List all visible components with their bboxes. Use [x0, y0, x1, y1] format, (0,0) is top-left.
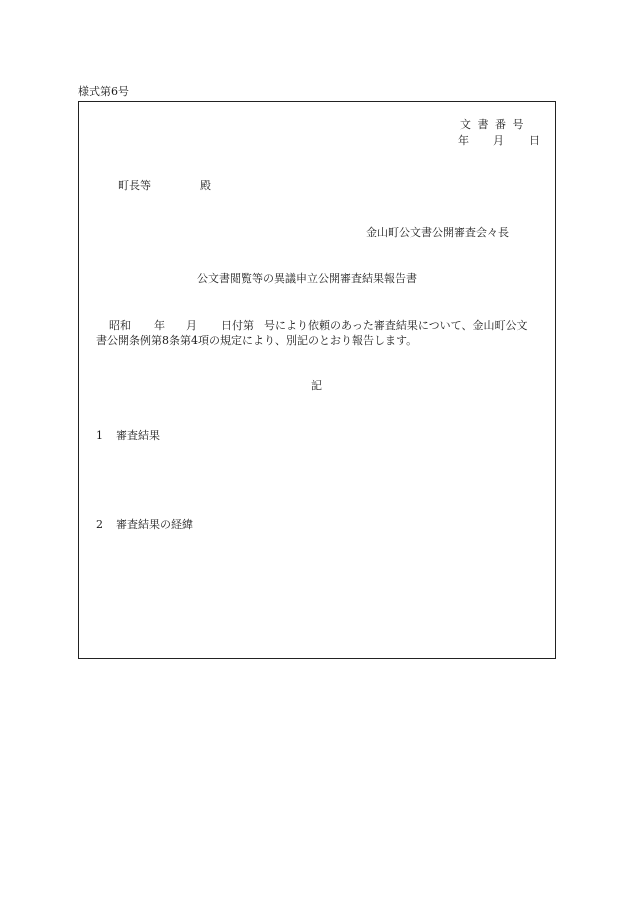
ki-heading: 記	[311, 379, 322, 392]
section-1-label: 審査結果	[116, 429, 160, 442]
body-era: 昭和	[109, 319, 131, 332]
body-month: 月	[186, 319, 197, 332]
addressee-title: 町長等	[118, 179, 151, 192]
section-2-label: 審査結果の経緯	[116, 518, 193, 531]
date-day-label: 日	[529, 134, 540, 147]
body-text-rest: 号により依頼のあった審査結果について、金山町公文	[264, 319, 528, 332]
section-2-number: 2	[96, 518, 103, 531]
body-year: 年	[154, 319, 165, 332]
document-number-label: 文書番号	[460, 118, 530, 131]
body-line-1	[109, 320, 527, 331]
body-day-ref: 日付第	[221, 319, 254, 332]
section-2	[96, 519, 193, 530]
form-number-label: 様式第6号	[78, 85, 129, 98]
document-title: 公文書閲覧等の異議申立公開審査結果報告書	[197, 272, 417, 285]
date-year-label: 年	[458, 134, 469, 147]
issuer-name: 金山町公文書公開審査会々長	[366, 226, 509, 239]
section-1-number: 1	[96, 429, 103, 442]
section-1	[96, 430, 160, 441]
addressee-line	[118, 180, 211, 191]
addressee-honorific: 殿	[200, 179, 211, 192]
date-month-label: 月	[493, 134, 504, 147]
body-line-2: 書公開条例第8条第4項の規定により、別記のとおり報告します。	[96, 334, 418, 347]
date-line	[458, 135, 540, 146]
